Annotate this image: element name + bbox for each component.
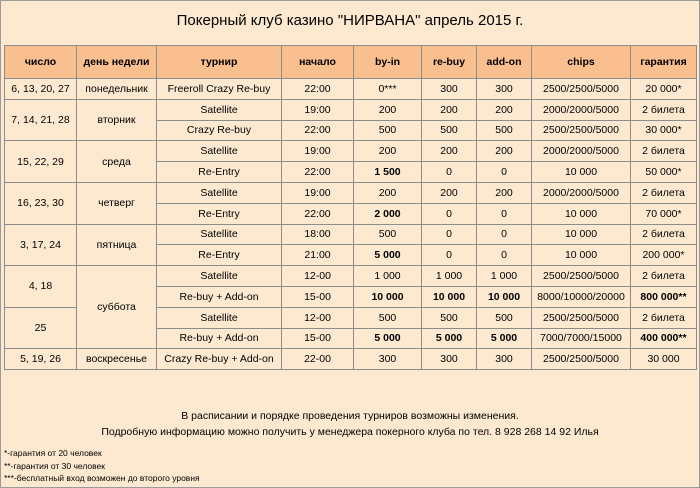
cell-start: 19:00 [282,182,354,203]
notes-line-1: В расписании и порядке проведения турниров возможны изменения. [181,410,519,422]
cell-tournament: Re-Entry [157,203,282,224]
cell-addon: 0 [477,245,532,266]
footnote-2: **-гарантия от 30 человек [4,460,105,471]
table-row [5,224,697,245]
cell-rebuy: 0 [422,245,477,266]
cell-addon: 300 [477,79,532,100]
cell-chips: 10 000 [532,162,631,183]
cell-tournament: Satellite [157,99,282,120]
cell-buyin: 0*** [354,79,422,100]
cell-start: 15-00 [282,286,354,307]
col-header-start: начало [282,46,354,79]
cell-start: 21:00 [282,245,354,266]
cell-buyin: 500 [354,120,422,141]
cell-rebuy: 200 [422,141,477,162]
cell-weekday: вторник [77,99,157,141]
cell-start: 19:00 [282,99,354,120]
cell-guarantee: 70 000* [631,203,697,224]
cell-chips: 2000/2000/5000 [532,99,631,120]
cell-start: 22:00 [282,203,354,224]
cell-guarantee: 2 билета [631,141,697,162]
cell-guarantee: 400 000** [631,328,697,349]
schedule-table [4,45,697,370]
cell-guarantee: 800 000** [631,286,697,307]
cell-chips: 10 000 [532,245,631,266]
table-row [5,182,697,203]
col-header-date: число [5,46,77,79]
page-title: Покерный клуб казино "НИРВАНА" апрель 2015 г. [176,12,524,29]
cell-guarantee: 2 билета [631,182,697,203]
cell-rebuy: 200 [422,99,477,120]
col-header-addon: add-on [477,46,532,79]
col-header-rebuy: re-buy [422,46,477,79]
cell-buyin: 2 000 [354,203,422,224]
cell-tournament: Freeroll Crazy Re-buy [157,79,282,100]
col-header-tournament: турнир [157,46,282,79]
cell-tournament: Crazy Re-buy + Add-on [157,349,282,370]
cell-addon: 10 000 [477,286,532,307]
cell-guarantee: 30 000 [631,349,697,370]
cell-tournament: Satellite [157,266,282,287]
cell-dates: 4, 18 [5,266,77,308]
cell-rebuy: 300 [422,349,477,370]
cell-rebuy: 0 [422,224,477,245]
cell-buyin: 5 000 [354,328,422,349]
cell-guarantee: 2 билета [631,224,697,245]
cell-addon: 5 000 [477,328,532,349]
cell-rebuy: 0 [422,203,477,224]
cell-tournament: Re-Entry [157,162,282,183]
cell-buyin: 1 000 [354,266,422,287]
cell-start: 12-00 [282,266,354,287]
header-row [5,46,697,79]
cell-dates: 16, 23, 30 [5,182,77,224]
cell-dates: 6, 13, 20, 27 [5,79,77,100]
cell-addon: 300 [477,349,532,370]
cell-chips: 10 000 [532,203,631,224]
cell-start: 19:00 [282,141,354,162]
schedule-notes [0,408,700,440]
cell-rebuy: 500 [422,120,477,141]
col-header-chips: chips [532,46,631,79]
cell-weekday: суббота [77,266,157,349]
cell-addon: 0 [477,203,532,224]
cell-rebuy: 300 [422,79,477,100]
cell-start: 22:00 [282,162,354,183]
cell-chips: 2500/2500/5000 [532,307,631,328]
cell-buyin: 10 000 [354,286,422,307]
cell-dates: 5, 19, 26 [5,349,77,370]
cell-addon: 0 [477,162,532,183]
footnotes [4,447,200,485]
cell-rebuy: 1 000 [422,266,477,287]
footnote-3: ***-бесплатный вход возможен до второго уровня [4,473,200,483]
col-header-buyin: by-in [354,46,422,79]
cell-weekday: воскресенье [77,349,157,370]
cell-chips: 7000/7000/15000 [532,328,631,349]
table-row [5,141,697,162]
cell-guarantee: 20 000* [631,79,697,100]
table-row [5,99,697,120]
cell-guarantee: 50 000* [631,162,697,183]
cell-chips: 2500/2500/5000 [532,349,631,370]
cell-dates: 7, 14, 21, 28 [5,99,77,141]
cell-tournament: Satellite [157,182,282,203]
cell-chips: 2500/2500/5000 [532,79,631,100]
cell-chips: 2500/2500/5000 [532,120,631,141]
col-header-guarantee: гарантия [631,46,697,79]
cell-buyin: 500 [354,224,422,245]
cell-guarantee: 2 билета [631,307,697,328]
cell-rebuy: 5 000 [422,328,477,349]
col-header-weekday: день недели [77,46,157,79]
table-row [5,266,697,287]
cell-buyin: 300 [354,349,422,370]
cell-tournament: Satellite [157,307,282,328]
cell-weekday: понедельник [77,79,157,100]
cell-dates: 3, 17, 24 [5,224,77,266]
cell-tournament: Satellite [157,141,282,162]
cell-rebuy: 500 [422,307,477,328]
cell-tournament: Re-buy + Add-on [157,328,282,349]
cell-start: 22-00 [282,349,354,370]
cell-rebuy: 200 [422,182,477,203]
cell-tournament: Re-buy + Add-on [157,286,282,307]
cell-buyin: 200 [354,99,422,120]
cell-addon: 1 000 [477,266,532,287]
cell-guarantee: 30 000* [631,120,697,141]
cell-chips: 2500/2500/5000 [532,266,631,287]
footnote-1: *-гарантия от 20 человек [4,448,102,458]
cell-buyin: 500 [354,307,422,328]
cell-guarantee: 2 билета [631,266,697,287]
cell-chips: 10 000 [532,224,631,245]
cell-tournament: Satellite [157,224,282,245]
cell-buyin: 200 [354,182,422,203]
cell-addon: 200 [477,182,532,203]
cell-start: 15-00 [282,328,354,349]
cell-tournament: Crazy Re-buy [157,120,282,141]
cell-rebuy: 10 000 [422,286,477,307]
cell-addon: 0 [477,224,532,245]
notes-line-2: Подробную информацию можно получить у менеджера покерного клуба по тел. 8 928 268 14 92 Илья [101,426,599,438]
cell-chips: 2000/2000/5000 [532,141,631,162]
cell-start: 22:00 [282,79,354,100]
cell-start: 12-00 [282,307,354,328]
cell-tournament: Re-Entry [157,245,282,266]
cell-addon: 500 [477,120,532,141]
cell-chips: 8000/10000/20000 [532,286,631,307]
table-row [5,79,697,100]
table-row [5,349,697,370]
cell-start: 18:00 [282,224,354,245]
cell-guarantee: 2 билета [631,99,697,120]
cell-addon: 200 [477,99,532,120]
cell-buyin: 1 500 [354,162,422,183]
cell-weekday: пятница [77,224,157,266]
cell-weekday: среда [77,141,157,183]
cell-buyin: 5 000 [354,245,422,266]
cell-start: 22:00 [282,120,354,141]
cell-dates: 15, 22, 29 [5,141,77,183]
cell-addon: 200 [477,141,532,162]
cell-chips: 2000/2000/5000 [532,182,631,203]
cell-weekday: четверг [77,182,157,224]
cell-guarantee: 200 000* [631,245,697,266]
cell-addon: 500 [477,307,532,328]
cell-buyin: 200 [354,141,422,162]
cell-rebuy: 0 [422,162,477,183]
cell-dates: 25 [5,307,77,349]
